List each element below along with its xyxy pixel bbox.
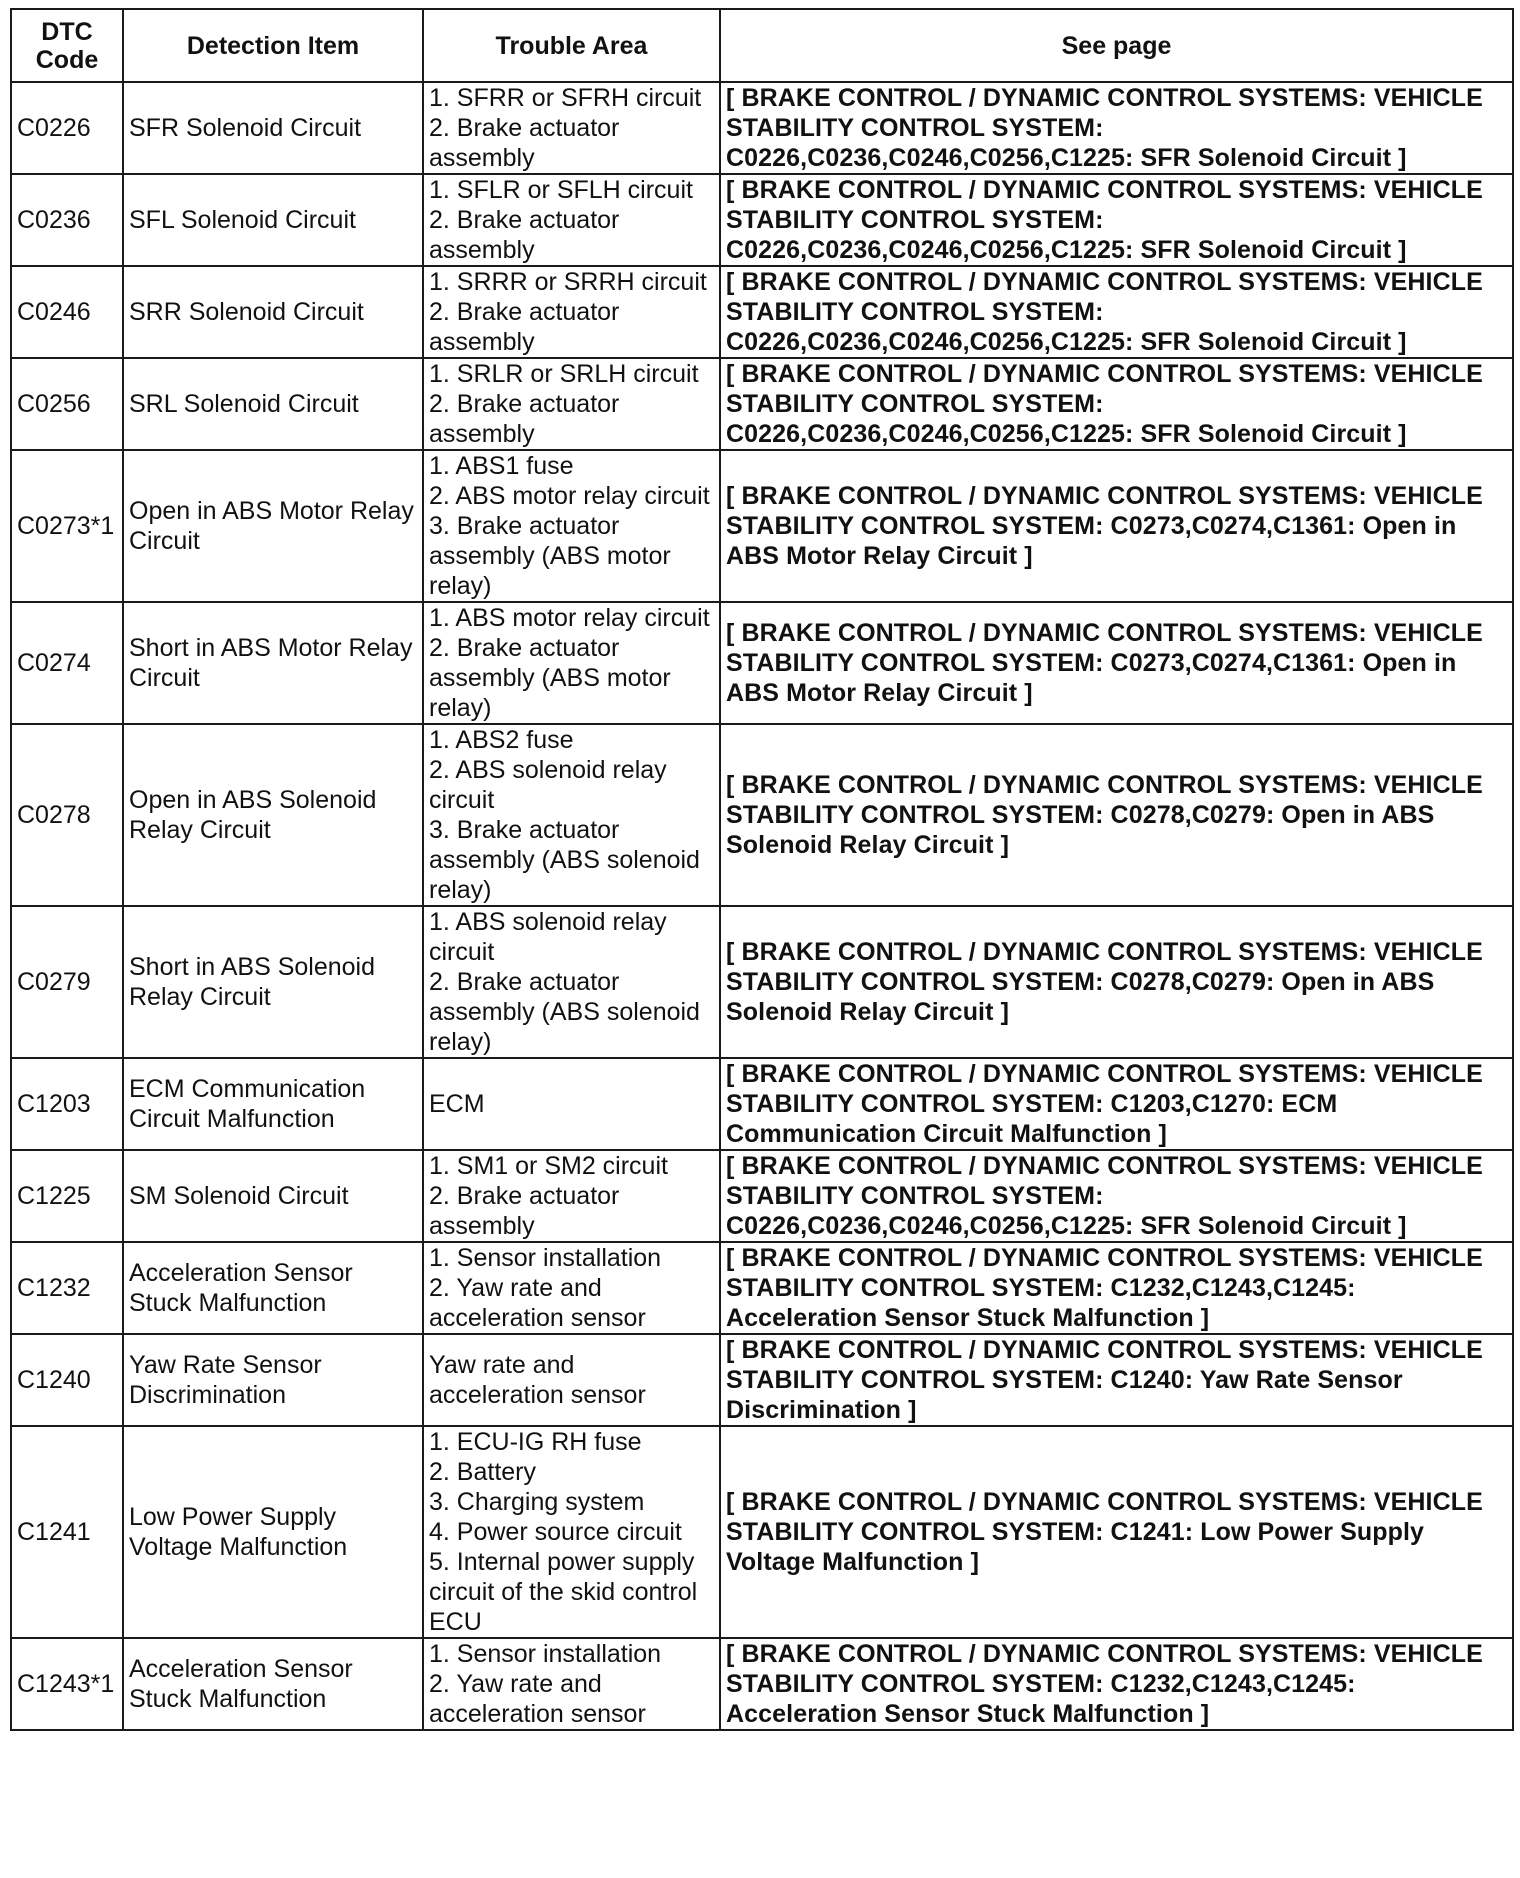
trouble-area-line: 2. Brake actuator assembly (ABS solenoid relay) xyxy=(429,968,700,1056)
trouble-area-line: 2. Battery xyxy=(429,1458,536,1486)
dtc-code-cell: C1203 xyxy=(11,1058,123,1150)
table-row xyxy=(11,1058,1513,1150)
trouble-area-cell xyxy=(423,1058,720,1150)
trouble-area-cell xyxy=(423,358,720,450)
dtc-code-cell: C1232 xyxy=(11,1242,123,1334)
trouble-area-line: 1. SM1 or SM2 circuit xyxy=(429,1152,668,1180)
trouble-area-line: 1. SRRR or SRRH circuit xyxy=(429,268,707,296)
detection-item-cell: ECM Communication Circuit Malfunction xyxy=(123,1058,423,1150)
trouble-area-line: 1. ECU-IG RH fuse xyxy=(429,1428,642,1456)
trouble-area-line: 1. ABS2 fuse xyxy=(429,726,574,754)
detection-item-cell: Open in ABS Solenoid Relay Circuit xyxy=(123,724,423,906)
trouble-area-cell xyxy=(423,1334,720,1426)
trouble-area-line: 1. Sensor installation xyxy=(429,1640,662,1668)
dtc-code-cell: C0236 xyxy=(11,174,123,266)
see-page-link[interactable]: [ BRAKE CONTROL / DYNAMIC CONTROL SYSTEMS: VEHICLE STABILITY CONTROL SYSTEM: C0226,C0236,C0246,C0256,C1225: SFR Solenoid Circuit ] xyxy=(720,266,1513,358)
dtc-table-container xyxy=(10,8,1512,1731)
see-page-link[interactable]: [ BRAKE CONTROL / DYNAMIC CONTROL SYSTEMS: VEHICLE STABILITY CONTROL SYSTEM: C1232,C1243,C1245: Acceleration Sensor Stuck Malfunction ] xyxy=(720,1638,1513,1730)
table-body xyxy=(11,82,1513,1730)
table-row xyxy=(11,1426,1513,1638)
detection-item-cell: Acceleration Sensor Stuck Malfunction xyxy=(123,1242,423,1334)
header-dtc-code-line1: DTC xyxy=(41,17,93,46)
table-row xyxy=(11,1242,1513,1334)
see-page-link[interactable]: [ BRAKE CONTROL / DYNAMIC CONTROL SYSTEMS: VEHICLE STABILITY CONTROL SYSTEM: C1203,C1270: ECM Communication Circuit Malfunction ] xyxy=(720,1058,1513,1150)
trouble-area-line: 1. ABS motor relay circuit xyxy=(429,604,710,632)
header-trouble-area: Trouble Area xyxy=(423,9,720,82)
header-row xyxy=(11,9,1513,82)
dtc-code-cell: C0246 xyxy=(11,266,123,358)
trouble-area-line: 2. Brake actuator assembly xyxy=(429,206,620,264)
trouble-area-line: 3. Charging system xyxy=(429,1488,645,1516)
table-row xyxy=(11,906,1513,1058)
trouble-area-cell xyxy=(423,1638,720,1730)
see-page-link[interactable]: [ BRAKE CONTROL / DYNAMIC CONTROL SYSTEMS: VEHICLE STABILITY CONTROL SYSTEM: C0278,C0279: Open in ABS Solenoid Relay Circuit ] xyxy=(720,906,1513,1058)
table-row xyxy=(11,724,1513,906)
trouble-area-line: 2. Brake actuator assembly xyxy=(429,1182,620,1240)
trouble-area-cell xyxy=(423,1150,720,1242)
detection-item-cell: SRR Solenoid Circuit xyxy=(123,266,423,358)
see-page-link[interactable]: [ BRAKE CONTROL / DYNAMIC CONTROL SYSTEMS: VEHICLE STABILITY CONTROL SYSTEM: C1240: Yaw Rate Sensor Discrimination ] xyxy=(720,1334,1513,1426)
see-page-link[interactable]: [ BRAKE CONTROL / DYNAMIC CONTROL SYSTEMS: VEHICLE STABILITY CONTROL SYSTEM: C1232,C1243,C1245: Acceleration Sensor Stuck Malfunction ] xyxy=(720,1242,1513,1334)
trouble-area-line: 2. ABS motor relay circuit xyxy=(429,482,710,510)
detection-item-cell: Open in ABS Motor Relay Circuit xyxy=(123,450,423,602)
trouble-area-line: 3. Brake actuator assembly (ABS solenoid relay) xyxy=(429,816,700,904)
dtc-table xyxy=(10,8,1514,1731)
table-header xyxy=(11,9,1513,82)
trouble-area-line: 2. Yaw rate and acceleration sensor xyxy=(429,1670,646,1728)
table-row xyxy=(11,174,1513,266)
dtc-code-cell: C0226 xyxy=(11,82,123,174)
dtc-code-cell: C0278 xyxy=(11,724,123,906)
table-row xyxy=(11,1334,1513,1426)
trouble-area-cell xyxy=(423,450,720,602)
detection-item-cell: SFR Solenoid Circuit xyxy=(123,82,423,174)
table-row xyxy=(11,450,1513,602)
header-dtc-code xyxy=(11,9,123,82)
trouble-area-line: Yaw rate and acceleration sensor xyxy=(429,1351,646,1409)
table-row xyxy=(11,1150,1513,1242)
detection-item-cell: Short in ABS Solenoid Relay Circuit xyxy=(123,906,423,1058)
trouble-area-cell xyxy=(423,266,720,358)
trouble-area-line: 2. Brake actuator assembly xyxy=(429,114,620,172)
header-dtc-code-line2: Code xyxy=(35,45,99,74)
trouble-area-cell xyxy=(423,82,720,174)
trouble-area-line: 2. ABS solenoid relay circuit xyxy=(429,756,667,814)
dtc-code-cell: C1225 xyxy=(11,1150,123,1242)
header-see-page: See page xyxy=(720,9,1513,82)
detection-item-cell: Low Power Supply Voltage Malfunction xyxy=(123,1426,423,1638)
detection-item-cell: Short in ABS Motor Relay Circuit xyxy=(123,602,423,724)
table-row xyxy=(11,602,1513,724)
trouble-area-cell xyxy=(423,1242,720,1334)
trouble-area-line: 2. Brake actuator assembly xyxy=(429,390,620,448)
trouble-area-line: 2. Brake actuator assembly xyxy=(429,298,620,356)
trouble-area-cell xyxy=(423,602,720,724)
see-page-link[interactable]: [ BRAKE CONTROL / DYNAMIC CONTROL SYSTEMS: VEHICLE STABILITY CONTROL SYSTEM: C1241: Low Power Supply Voltage Malfunction ] xyxy=(720,1426,1513,1638)
trouble-area-line: 2. Yaw rate and acceleration sensor xyxy=(429,1274,646,1332)
detection-item-cell: SFL Solenoid Circuit xyxy=(123,174,423,266)
trouble-area-line: 1. SFRR or SFRH circuit xyxy=(429,84,702,112)
see-page-link[interactable]: [ BRAKE CONTROL / DYNAMIC CONTROL SYSTEMS: VEHICLE STABILITY CONTROL SYSTEM: C0273,C0274,C1361: Open in ABS Motor Relay Circuit ] xyxy=(720,450,1513,602)
trouble-area-line: 5. Internal power supply circuit of the skid control ECU xyxy=(429,1548,698,1636)
trouble-area-line: ECM xyxy=(429,1090,485,1118)
trouble-area-line: 4. Power source circuit xyxy=(429,1518,682,1546)
dtc-code-cell: C0273*1 xyxy=(11,450,123,602)
see-page-link[interactable]: [ BRAKE CONTROL / DYNAMIC CONTROL SYSTEMS: VEHICLE STABILITY CONTROL SYSTEM: C0273,C0274,C1361: Open in ABS Motor Relay Circuit ] xyxy=(720,602,1513,724)
header-detection-item: Detection Item xyxy=(123,9,423,82)
table-row xyxy=(11,266,1513,358)
trouble-area-line: 1. ABS solenoid relay circuit xyxy=(429,908,667,966)
trouble-area-cell xyxy=(423,1426,720,1638)
dtc-code-cell: C0274 xyxy=(11,602,123,724)
dtc-code-cell: C1243*1 xyxy=(11,1638,123,1730)
see-page-link[interactable]: [ BRAKE CONTROL / DYNAMIC CONTROL SYSTEMS: VEHICLE STABILITY CONTROL SYSTEM: C0278,C0279: Open in ABS Solenoid Relay Circuit ] xyxy=(720,724,1513,906)
dtc-code-cell: C0256 xyxy=(11,358,123,450)
table-row xyxy=(11,82,1513,174)
dtc-code-cell: C1241 xyxy=(11,1426,123,1638)
detection-item-cell: SM Solenoid Circuit xyxy=(123,1150,423,1242)
see-page-link[interactable]: [ BRAKE CONTROL / DYNAMIC CONTROL SYSTEMS: VEHICLE STABILITY CONTROL SYSTEM: C0226,C0236,C0246,C0256,C1225: SFR Solenoid Circuit ] xyxy=(720,82,1513,174)
trouble-area-line: 2. Brake actuator assembly (ABS motor relay) xyxy=(429,634,671,722)
see-page-link[interactable]: [ BRAKE CONTROL / DYNAMIC CONTROL SYSTEMS: VEHICLE STABILITY CONTROL SYSTEM: C0226,C0236,C0246,C0256,C1225: SFR Solenoid Circuit ] xyxy=(720,1150,1513,1242)
dtc-code-cell: C1240 xyxy=(11,1334,123,1426)
detection-item-cell: Yaw Rate Sensor Discrimination xyxy=(123,1334,423,1426)
table-row xyxy=(11,1638,1513,1730)
trouble-area-line: 1. SRLR or SRLH circuit xyxy=(429,360,699,388)
see-page-link[interactable]: [ BRAKE CONTROL / DYNAMIC CONTROL SYSTEMS: VEHICLE STABILITY CONTROL SYSTEM: C0226,C0236,C0246,C0256,C1225: SFR Solenoid Circuit ] xyxy=(720,174,1513,266)
see-page-link[interactable]: [ BRAKE CONTROL / DYNAMIC CONTROL SYSTEMS: VEHICLE STABILITY CONTROL SYSTEM: C0226,C0236,C0246,C0256,C1225: SFR Solenoid Circuit ] xyxy=(720,358,1513,450)
table-row xyxy=(11,358,1513,450)
detection-item-cell: SRL Solenoid Circuit xyxy=(123,358,423,450)
trouble-area-line: 3. Brake actuator assembly (ABS motor relay) xyxy=(429,512,671,600)
trouble-area-line: 1. SFLR or SFLH circuit xyxy=(429,176,693,204)
trouble-area-line: 1. Sensor installation xyxy=(429,1244,662,1272)
detection-item-cell: Acceleration Sensor Stuck Malfunction xyxy=(123,1638,423,1730)
trouble-area-line: 1. ABS1 fuse xyxy=(429,452,574,480)
trouble-area-cell xyxy=(423,724,720,906)
trouble-area-cell xyxy=(423,906,720,1058)
trouble-area-cell xyxy=(423,174,720,266)
dtc-code-cell: C0279 xyxy=(11,906,123,1058)
